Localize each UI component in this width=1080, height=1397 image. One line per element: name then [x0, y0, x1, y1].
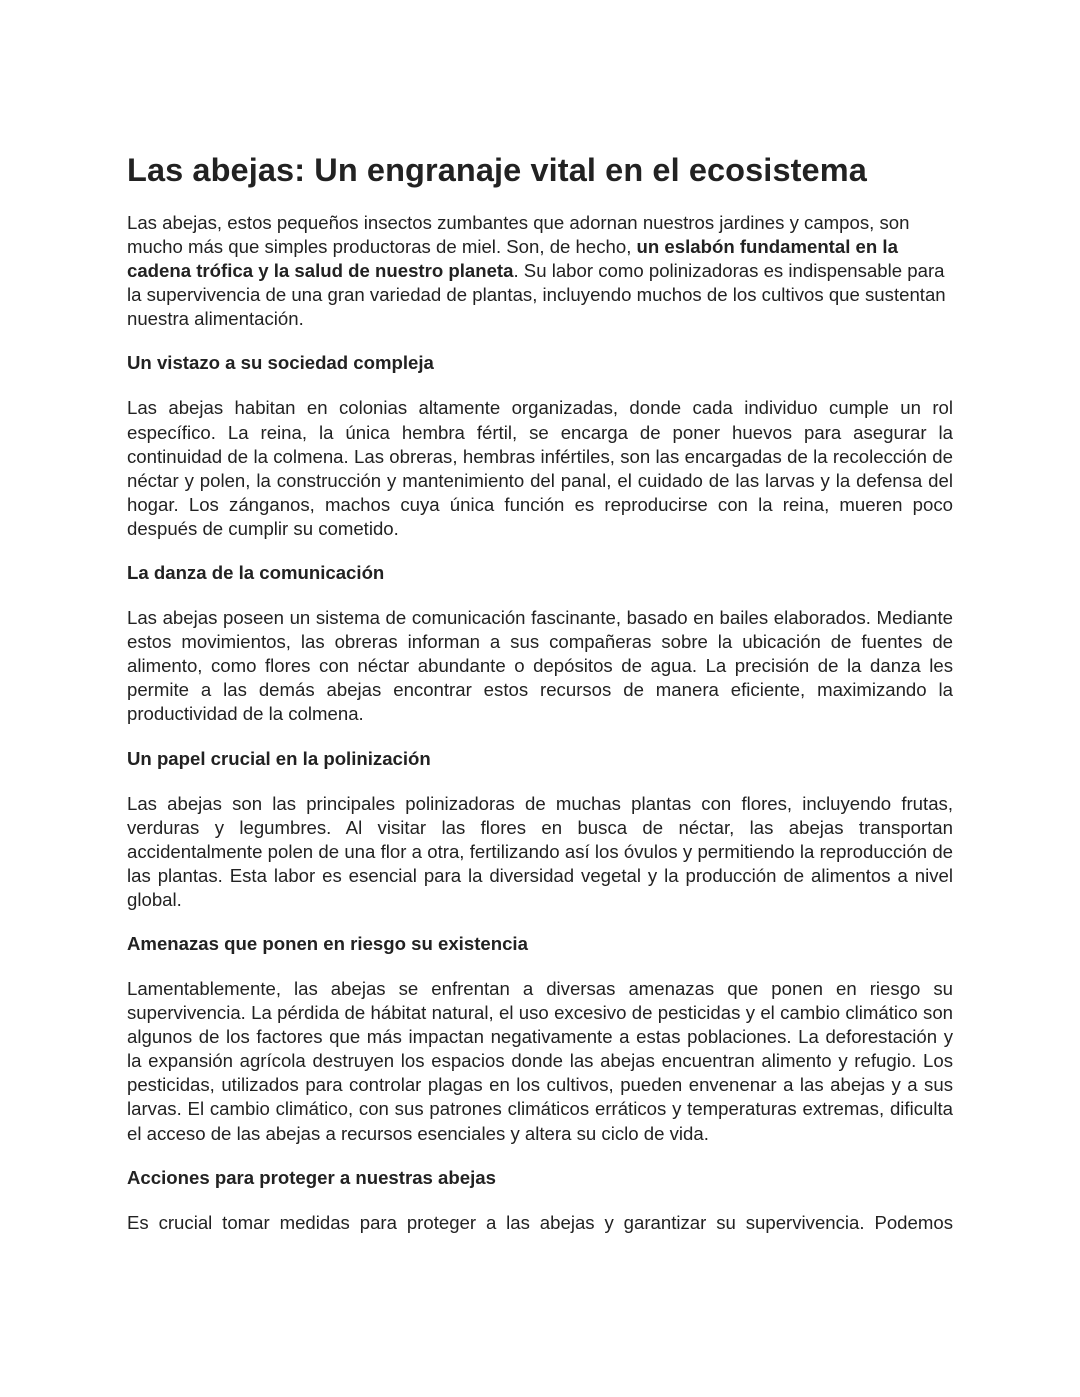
intro-text-end: . Su labor como polinizadoras es indispensable para la supervivencia de una gran variedad de plantas, incluyendo muchos de los cultivos que sustentan nuestra alimentación.: [127, 260, 946, 330]
section-body-polinizacion: Las abejas son las principales polinizadoras de muchas plantas con flores, incluyendo frutas, verduras y legumbres. Al visitar las flores en busca de néctar, las abejas transportan accidentalmente polen de una flor a otra, fertilizando así los óvulos y permitiendo la reproducción de las plantas. Esta labor es esencial para la diversidad vegetal y la producción de alimentos a nivel global.: [127, 792, 953, 910]
document-title: Las abejas: Un engranaje vital en el ecosistema: [127, 152, 867, 188]
section-body-comunicacion: Las abejas poseen un sistema de comunicación fascinante, basado en bailes elaborados. Mediante estos movimientos, las obreras informan a sus compañeras sobre la ubicación de fuentes de alimento, como flores con néctar abundante o depósitos de agua. La precisión de la danza les permite a las demás abejas encontrar estos recursos de manera eficiente, maximizando la productividad de la colmena.: [127, 607, 953, 725]
section-body-amenazas: Lamentablemente, las abejas se enfrentan a diversas amenazas que ponen en riesgo su supervivencia. La pérdida de hábitat natural, el uso excesivo de pesticidas y el cambio climático son algunos de los factores que más impactan negativamente a estas poblaciones. La deforestación y la expansión agrícola destruyen los espacios donde las abejas encuentran alimento y refugio. Los pesticidas, utilizados para controlar plagas en los cultivos, pueden envenenar a las abejas y a sus larvas. El cambio climático, con sus patrones climáticos erráticos y temperaturas extremas, dificulta el acceso de las abejas a recursos esenciales y altera su ciclo de vida.: [127, 977, 953, 1144]
intro-text: Las abejas, estos pequeños insectos zumbantes que adornan nuestros jardines y campos, son mucho más que simples productoras de miel. Son, de hecho,: [127, 212, 910, 258]
section-heading-sociedad: Un vistazo a su sociedad compleja: [127, 352, 434, 374]
section-heading-amenazas: Amenazas que ponen en riesgo su existencia: [127, 932, 528, 954]
intro-paragraph: [127, 211, 953, 331]
section-heading-comunicacion: La danza de la comunicación: [127, 562, 385, 584]
section-body-sociedad: Las abejas habitan en colonias altamente organizadas, donde cada individuo cumple un rol específico. La reina, la única hembra fértil, se encarga de poner huevos para asegurar la continuidad de la colmena. Las obreras, hembras infértiles, son las encargadas de la recolección de néctar y polen, la construcción y mantenimiento del panal, el cuidado de las larvas y la defensa del hogar. Los zánganos, machos cuya única función es reproducirse con la reina, mueren poco después de cumplir su cometido.: [127, 397, 953, 539]
section-heading-polinizacion: Un papel crucial en la polinización: [127, 747, 431, 769]
section-heading-acciones: Acciones para proteger a nuestras abejas: [127, 1166, 496, 1188]
intro-bold-text: un eslabón fundamental en la cadena trófica y la salud de nuestro planeta: [127, 236, 898, 282]
document-page: [127, 150, 953, 1255]
section-body-acciones: Es crucial tomar medidas para proteger a las abejas y garantizar su supervivencia. Podemos: [127, 1211, 953, 1233]
